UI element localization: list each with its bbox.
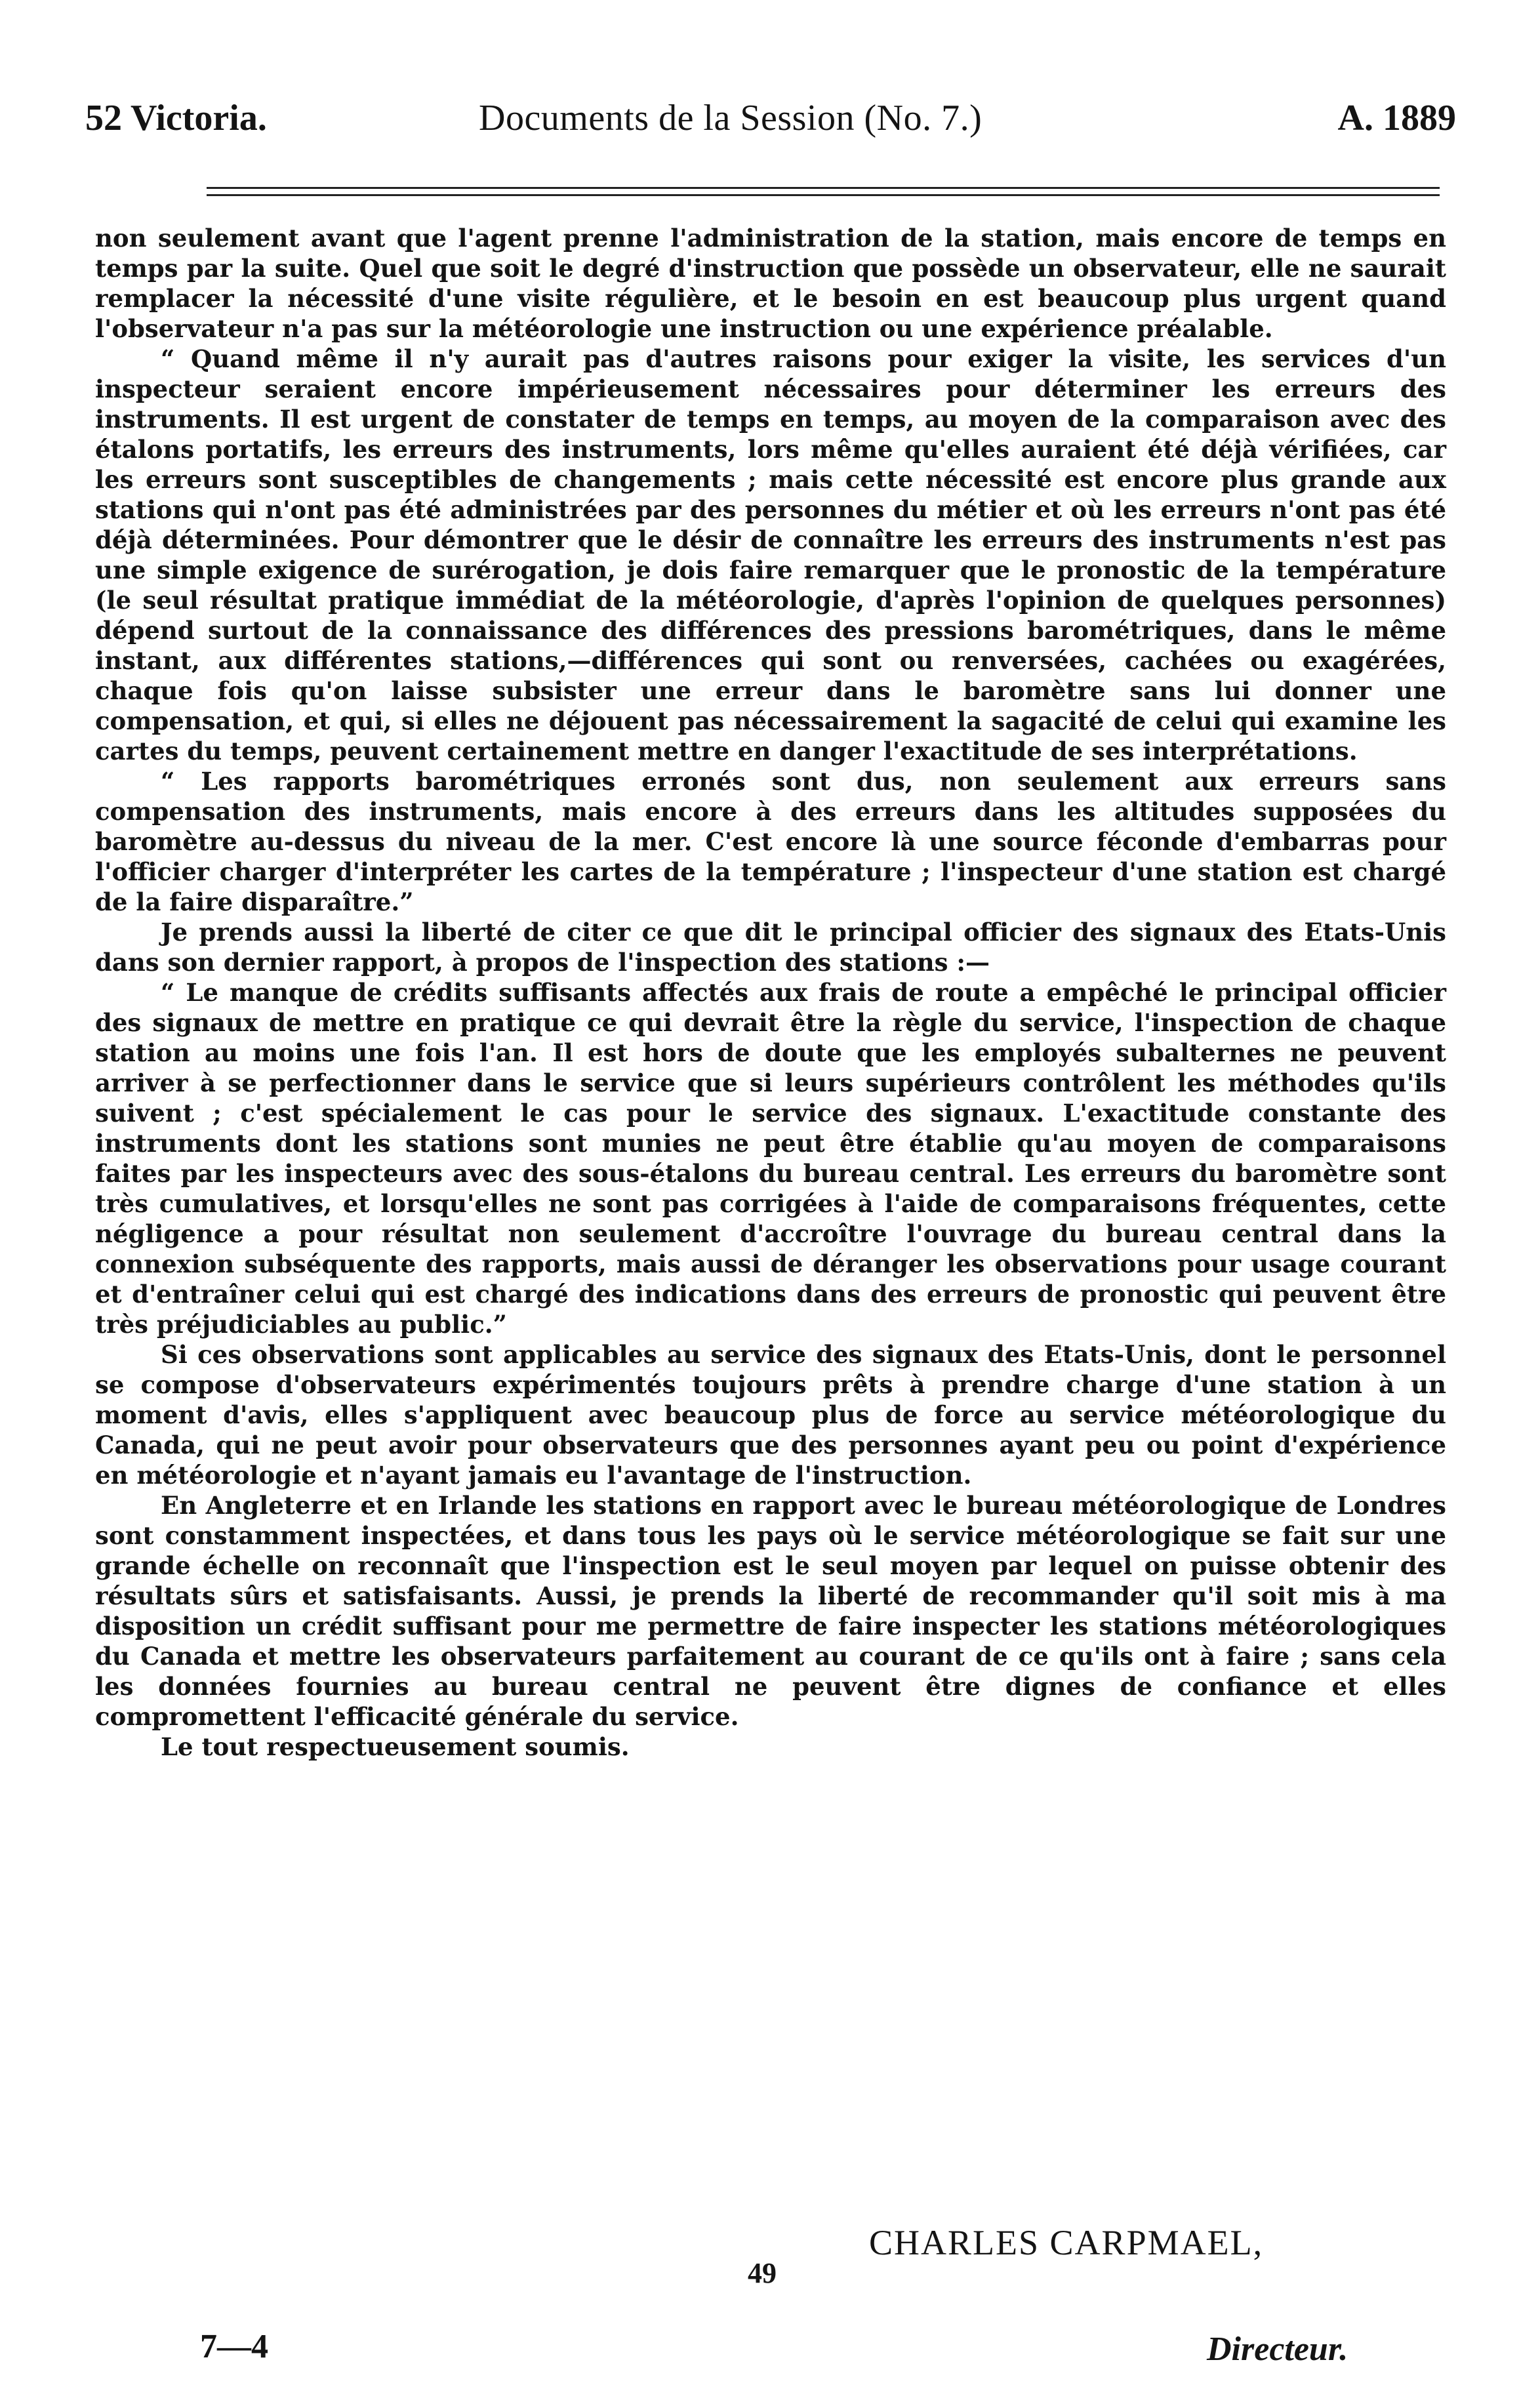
paragraph-1: non seulement avant que l'agent prenne l'administration de la station, mais encore de temps en temps par la suite. Quel que soit le degré d'instruction que possède un observateur, elle ne saurait remplacer la nécessité d'une visite régulière, et le besoin en est beaucoup plus urgent quand l'observateur n'a pas sur la météorologie une instruction ou une expérience préalable. — [95, 224, 1446, 343]
signature-title: Directeur. — [1207, 2331, 1348, 2368]
paragraph-4: Je prends aussi la liberté de citer ce que dit le principal officier des signaux des Etats-Unis dans son dernier rapport, à propos de l'inspection des stations :— — [95, 918, 1446, 977]
footer-code: 7—4 — [200, 2328, 268, 2365]
header-title: Documents de la Session (No. 7.) — [479, 98, 983, 138]
signature-name: CHARLES CARPMAEL, — [869, 2223, 1264, 2262]
body-text — [95, 223, 1446, 1762]
header-rule-top — [207, 187, 1440, 189]
header-rule-bottom — [207, 194, 1440, 196]
header-year: A. 1889 — [1337, 98, 1456, 138]
paragraph-2: “ Quand même il n'y aurait pas d'autres raisons pour exiger la visite, les services d'un inspecteur seraient encore impérieusement nécessaires pour déterminer les erreurs des instruments. Il est urgent de constater de temps en temps, au moyen de la comparaison avec des étalons portatifs, les erreurs des instruments, lors même qu'elles auraient été déjà vérifiées, car les erreurs sont susceptibles de changements ; mais cette nécessité est encore plus grande aux stations qui n'ont pas été administrées par des personnes du métier et où les erreurs n'ont pas été déjà déterminées. Pour démontrer que le désir de connaître les erreurs des instruments n'est pas une simple exigence de surérogation, je dois faire remarquer que le pronostic de la température (le seul résultat pratique immédiat de la météorologie, d'après l'opinion de quelques personnes) dépend surtout de la connaissance des différences des pressions barométriques, dans le même instant, aux différentes stations,—différences qui sont ou renversées, cachées ou exagérées, chaque fois qu'on laisse subsister une erreur dans le baromètre sans lui donner une compensation, et qui, si elles ne déjouent pas nécessairement la sagacité de celui qui examine les cartes du temps, peuvent certainement mettre en danger l'exactitude de ses interprétations. — [95, 344, 1446, 765]
header-volume: 52 Victoria. — [85, 98, 267, 138]
page-number: 49 — [748, 2257, 777, 2289]
paragraph-6: Si ces observations sont applicables au service des signaux des Etats-Unis, dont le personnel se compose d'observateurs expérimentés toujours prêts à prendre charge d'une station à un moment d'avis, elles s'appliquent avec beaucoup plus de force au service météorologique du Canada, qui ne peut avoir pour observateurs que des personnes ayant peu ou point d'expérience en météorologie et n'ayant jamais eu l'avantage de l'instruction. — [95, 1340, 1446, 1490]
paragraph-8: Le tout respectueusement soumis. — [161, 1732, 630, 1761]
paragraph-5: “ Le manque de crédits suffisants affectés aux frais de route a empêché le principal officier des signaux de mettre en pratique ce qui devrait être la règle du service, l'inspection de chaque station au moins une fois l'an. Il est hors de doute que les employés subalternes ne peuvent arriver à se perfectionner dans le service que si leurs supérieurs contrôlent les méthodes qu'ils suivent ; c'est spécialement le cas pour le service des signaux. L'exactitude constante des instruments dont les stations sont munies ne peut être établie qu'au moyen de comparaisons faites par les inspecteurs avec des sous-étalons du bureau central. Les erreurs du baromètre sont très cumulatives, et lorsqu'elles ne sont pas corrigées à l'aide de comparaisons fréquentes, cette négligence a pour résultat non seulement d'accroître l'ouvrage du bureau central dans la connexion subséquente des rapports, mais aussi de déranger les observations pour usage courant et d'entraîner celui qui est chargé des indications dans des erreurs de pronostic qui peuvent être très préjudiciables au public.” — [95, 978, 1446, 1339]
paragraph-3: “ Les rapports barométriques erronés sont dus, non seulement aux erreurs sans compensation des instruments, mais encore à des erreurs dans les altitudes supposées du baromètre au-dessus du niveau de la mer. C'est encore là une source féconde d'embarras pour l'officier charger d'interpréter les cartes de la température ; l'inspecteur d'une station est chargé de la faire disparaître.” — [95, 767, 1446, 916]
running-header — [85, 92, 1456, 144]
paragraph-7: En Angleterre et en Irlande les stations en rapport avec le bureau météorologique de Londres sont constamment inspectées, et dans tous les pays où le service météorologique se fait sur une grande échelle on reconnaît que l'inspection est le seul moyen par lequel on puisse obtenir des résultats sûrs et satisfaisants. Aussi, je prends la liberté de recommander qu'il soit mis à ma disposition un crédit suffisant pour me permettre de faire inspecter les stations météorologiques du Canada et mettre les observateurs parfaitement au courant de ce qu'ils ont à faire ; sans cela les données fournies au bureau central ne peuvent être dignes de confiance et elles compromettent l'efficacité générale du service. — [95, 1491, 1446, 1731]
